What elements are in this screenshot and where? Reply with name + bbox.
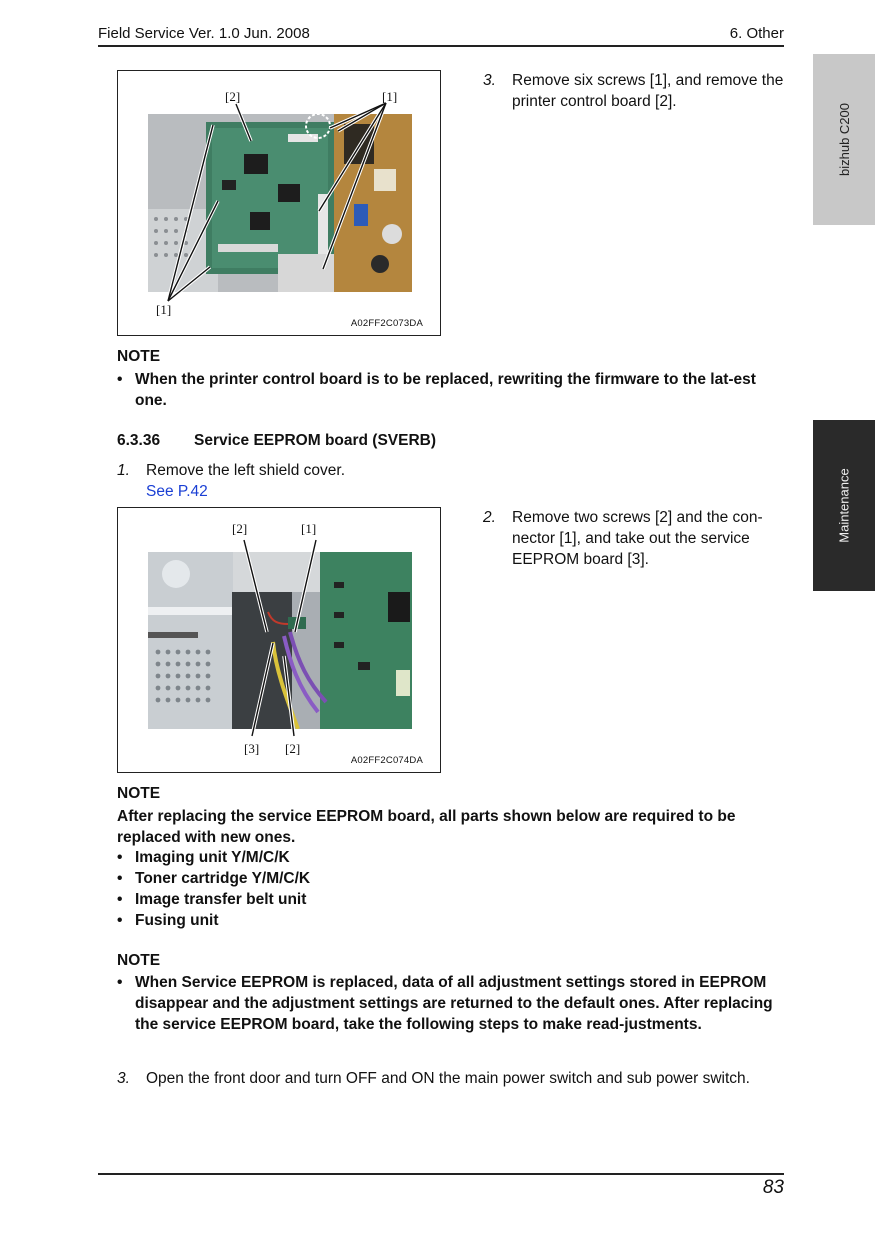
note-3-bullet — [117, 972, 787, 1035]
step-2-remove-eeprom — [483, 507, 787, 570]
step-3-remove-screws — [483, 70, 787, 112]
step-number: 3. — [117, 1070, 130, 1087]
section-number: 6.3.36 — [117, 432, 161, 449]
step-text: Open the front door and turn OFF and ON the main power switch and sub power switch. — [146, 1070, 750, 1087]
note-2-item-text: Toner cartridge Y/M/C/K — [135, 870, 311, 887]
side-tab-section — [813, 420, 875, 591]
figure2-callout-1: [1] — [301, 521, 317, 536]
figure-printer-control-board — [117, 70, 441, 336]
note-2-item-text: Imaging unit Y/M/C/K — [135, 849, 290, 866]
note-1-title: NOTE — [117, 348, 161, 365]
running-header-right: 6. Other — [729, 25, 784, 42]
header-rule — [98, 45, 784, 47]
step-1-remove-shield — [117, 460, 757, 502]
bullet-dot: • — [117, 974, 123, 991]
bullet-dot: • — [117, 849, 123, 866]
section-heading — [117, 432, 436, 450]
step-3-power-cycle — [117, 1068, 757, 1089]
bullet-dot: • — [117, 870, 123, 887]
note-2-intro: After replacing the service EEPROM board, all parts shown below are required to be replaced with new ones. — [117, 808, 736, 846]
side-tab-model-label: bizhub C200 — [836, 103, 852, 176]
figure2-code: A02FF2C074DA — [350, 755, 423, 766]
note-2-item — [117, 847, 787, 868]
step-text: Remove the left shield cover. — [146, 462, 346, 479]
note-2-title: NOTE — [117, 785, 161, 802]
note-2-item — [117, 889, 787, 910]
figure1-callout-1-top: [1] — [382, 89, 398, 104]
figure2-callout-2-top: [2] — [232, 521, 248, 536]
note-2-item-text: Image transfer belt unit — [135, 891, 307, 908]
section-title: Service EEPROM board (SVERB) — [194, 432, 437, 449]
page-number: 83 — [762, 1177, 784, 1198]
note-2-item — [117, 868, 787, 889]
figure1-leader-lines — [118, 71, 442, 337]
bullet-dot: • — [117, 891, 123, 908]
note-3-title: NOTE — [117, 952, 161, 969]
figure1-code: A02FF2C073DA — [350, 318, 423, 329]
note-2-item — [117, 910, 787, 931]
figure2-callout-2-bottom: [2] — [285, 741, 301, 756]
see-page-link[interactable]: See P.42 — [146, 483, 208, 500]
step-number: 3. — [483, 72, 496, 89]
step-text: Remove two screws [2] and the con-nector [1], and take out the service EEPROM board [3]. — [512, 509, 763, 568]
figure2-leader-lines — [118, 508, 442, 774]
figure1-callout-1-bottom: [1] — [156, 302, 172, 317]
figure2-callout-3: [3] — [244, 741, 260, 756]
step-number: 2. — [483, 509, 496, 526]
note-1-text: When the printer control board is to be replaced, rewriting the firmware to the lat-est one. — [135, 371, 756, 409]
side-tab-section-label: Maintenance — [836, 468, 852, 543]
step-text: Remove six screws [1], and remove the printer control board [2]. — [512, 72, 784, 110]
bullet-dot: • — [117, 371, 123, 388]
footer-rule — [98, 1173, 784, 1175]
running-header-left: Field Service Ver. 1.0 Jun. 2008 — [98, 25, 310, 42]
step-number: 1. — [117, 462, 130, 479]
figure-service-eeprom-board — [117, 507, 441, 773]
note-2-item-text: Fusing unit — [135, 912, 219, 929]
side-tab-model — [813, 54, 875, 225]
note-3-text: When Service EEPROM is replaced, data of all adjustment settings stored in EEPROM disappear and the adjustment settings are returned to the default ones. After replacing the service EEPROM board, take the following steps to make read-justments. — [135, 974, 773, 1033]
bullet-dot: • — [117, 912, 123, 929]
figure1-callout-2: [2] — [225, 89, 241, 104]
note-1-bullet — [117, 369, 787, 411]
